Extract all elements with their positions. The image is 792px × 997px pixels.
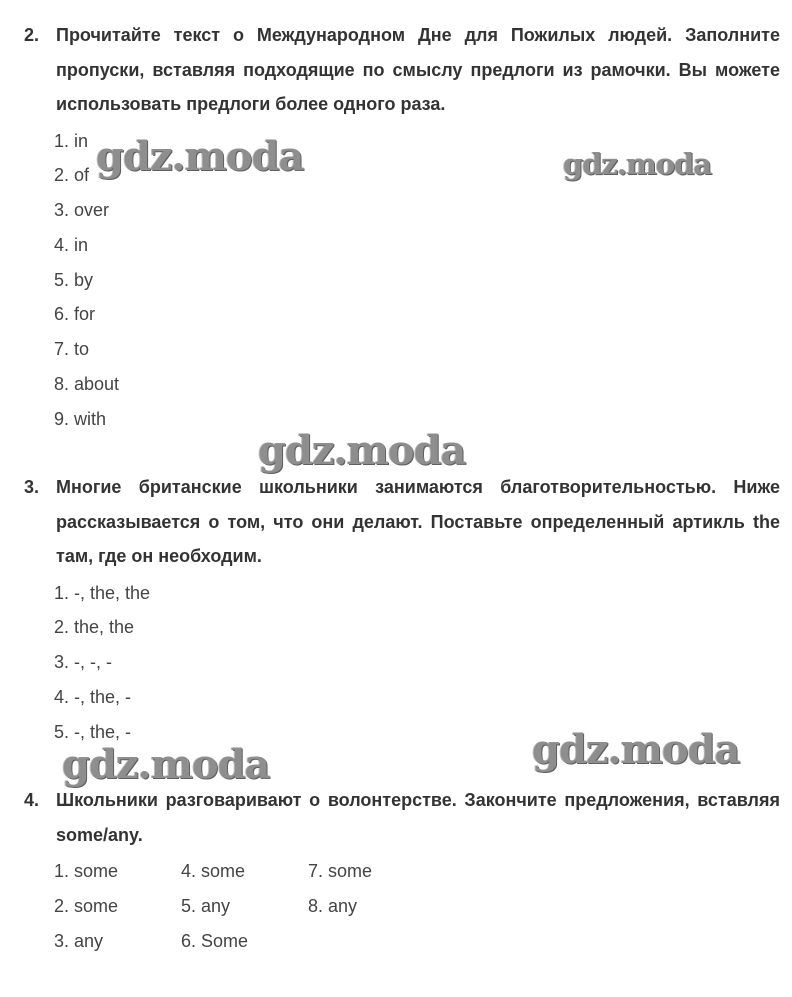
answer-item: 2. some [54,895,119,916]
task-4-answers [54,854,780,958]
answer-item: 1. some [54,861,119,881]
task-4 [24,783,780,958]
task-2-answers [54,124,780,437]
answer-item: 7. some [308,861,373,881]
watermark-logo: gdz.moda [62,741,270,788]
task-3-instructions: Многие британские школьники занимаются благотворительностью. Ниже рассказывается о том, что они делают. Поставьте определенный артикль the там, где он необходим. [56,477,780,566]
answer-item: 6. Some [181,930,249,951]
answer-item: 1. in [54,130,89,151]
answer-item: 3. -, -, - [54,652,112,673]
answer-item: 9. with [54,408,107,429]
answer-item: 4. -, the, - [54,686,132,707]
task-3-header [24,470,780,574]
answer-item: 7. to [54,339,90,360]
answer-item: 3. any [54,930,104,951]
watermark-logo: gdz.moda [563,147,712,181]
answer-column [308,854,435,958]
task-2 [24,18,780,437]
answer-item: 8. any [308,895,358,916]
answer-item: 3. over [54,200,110,221]
answer-item: 5. by [54,269,94,290]
answer-item: 4. some [181,861,246,881]
watermark-logo: gdz.moda [96,133,304,180]
task-4-number: 4. [24,790,40,810]
task-2-number: 2. [24,25,40,45]
watermark-logo: gdz.moda [258,427,466,474]
task-2-header [24,18,780,122]
task-3-number: 3. [24,477,40,497]
task-3-answers [54,576,780,750]
task-3 [24,470,780,749]
task-2-instructions: Прочитайте текст о Международном Дне для Пожилых людей. Заполните пропуски, вставляя подходящие по смыслу предлоги из рамочки. Вы можете использовать предлоги более одного раза. [56,25,780,114]
answer-item: 6. for [54,304,96,325]
answer-item: 1. -, the, the [54,582,151,603]
answer-item: 8. about [54,374,120,395]
answer-item: 2. the, the [54,617,135,638]
task-4-instructions: Школьники разговаривают о волонтерстве. Закончите предложения, вставляя some/any. [56,790,780,845]
task-4-header [24,783,780,852]
answer-item: 5. any [181,895,231,916]
watermark-logo: gdz.moda [532,726,740,773]
answer-column [54,854,181,958]
answer-item: 5. -, the, - [54,721,132,742]
answer-column [181,854,308,958]
answer-item: 2. of [54,165,90,186]
answer-item: 4. in [54,234,89,255]
